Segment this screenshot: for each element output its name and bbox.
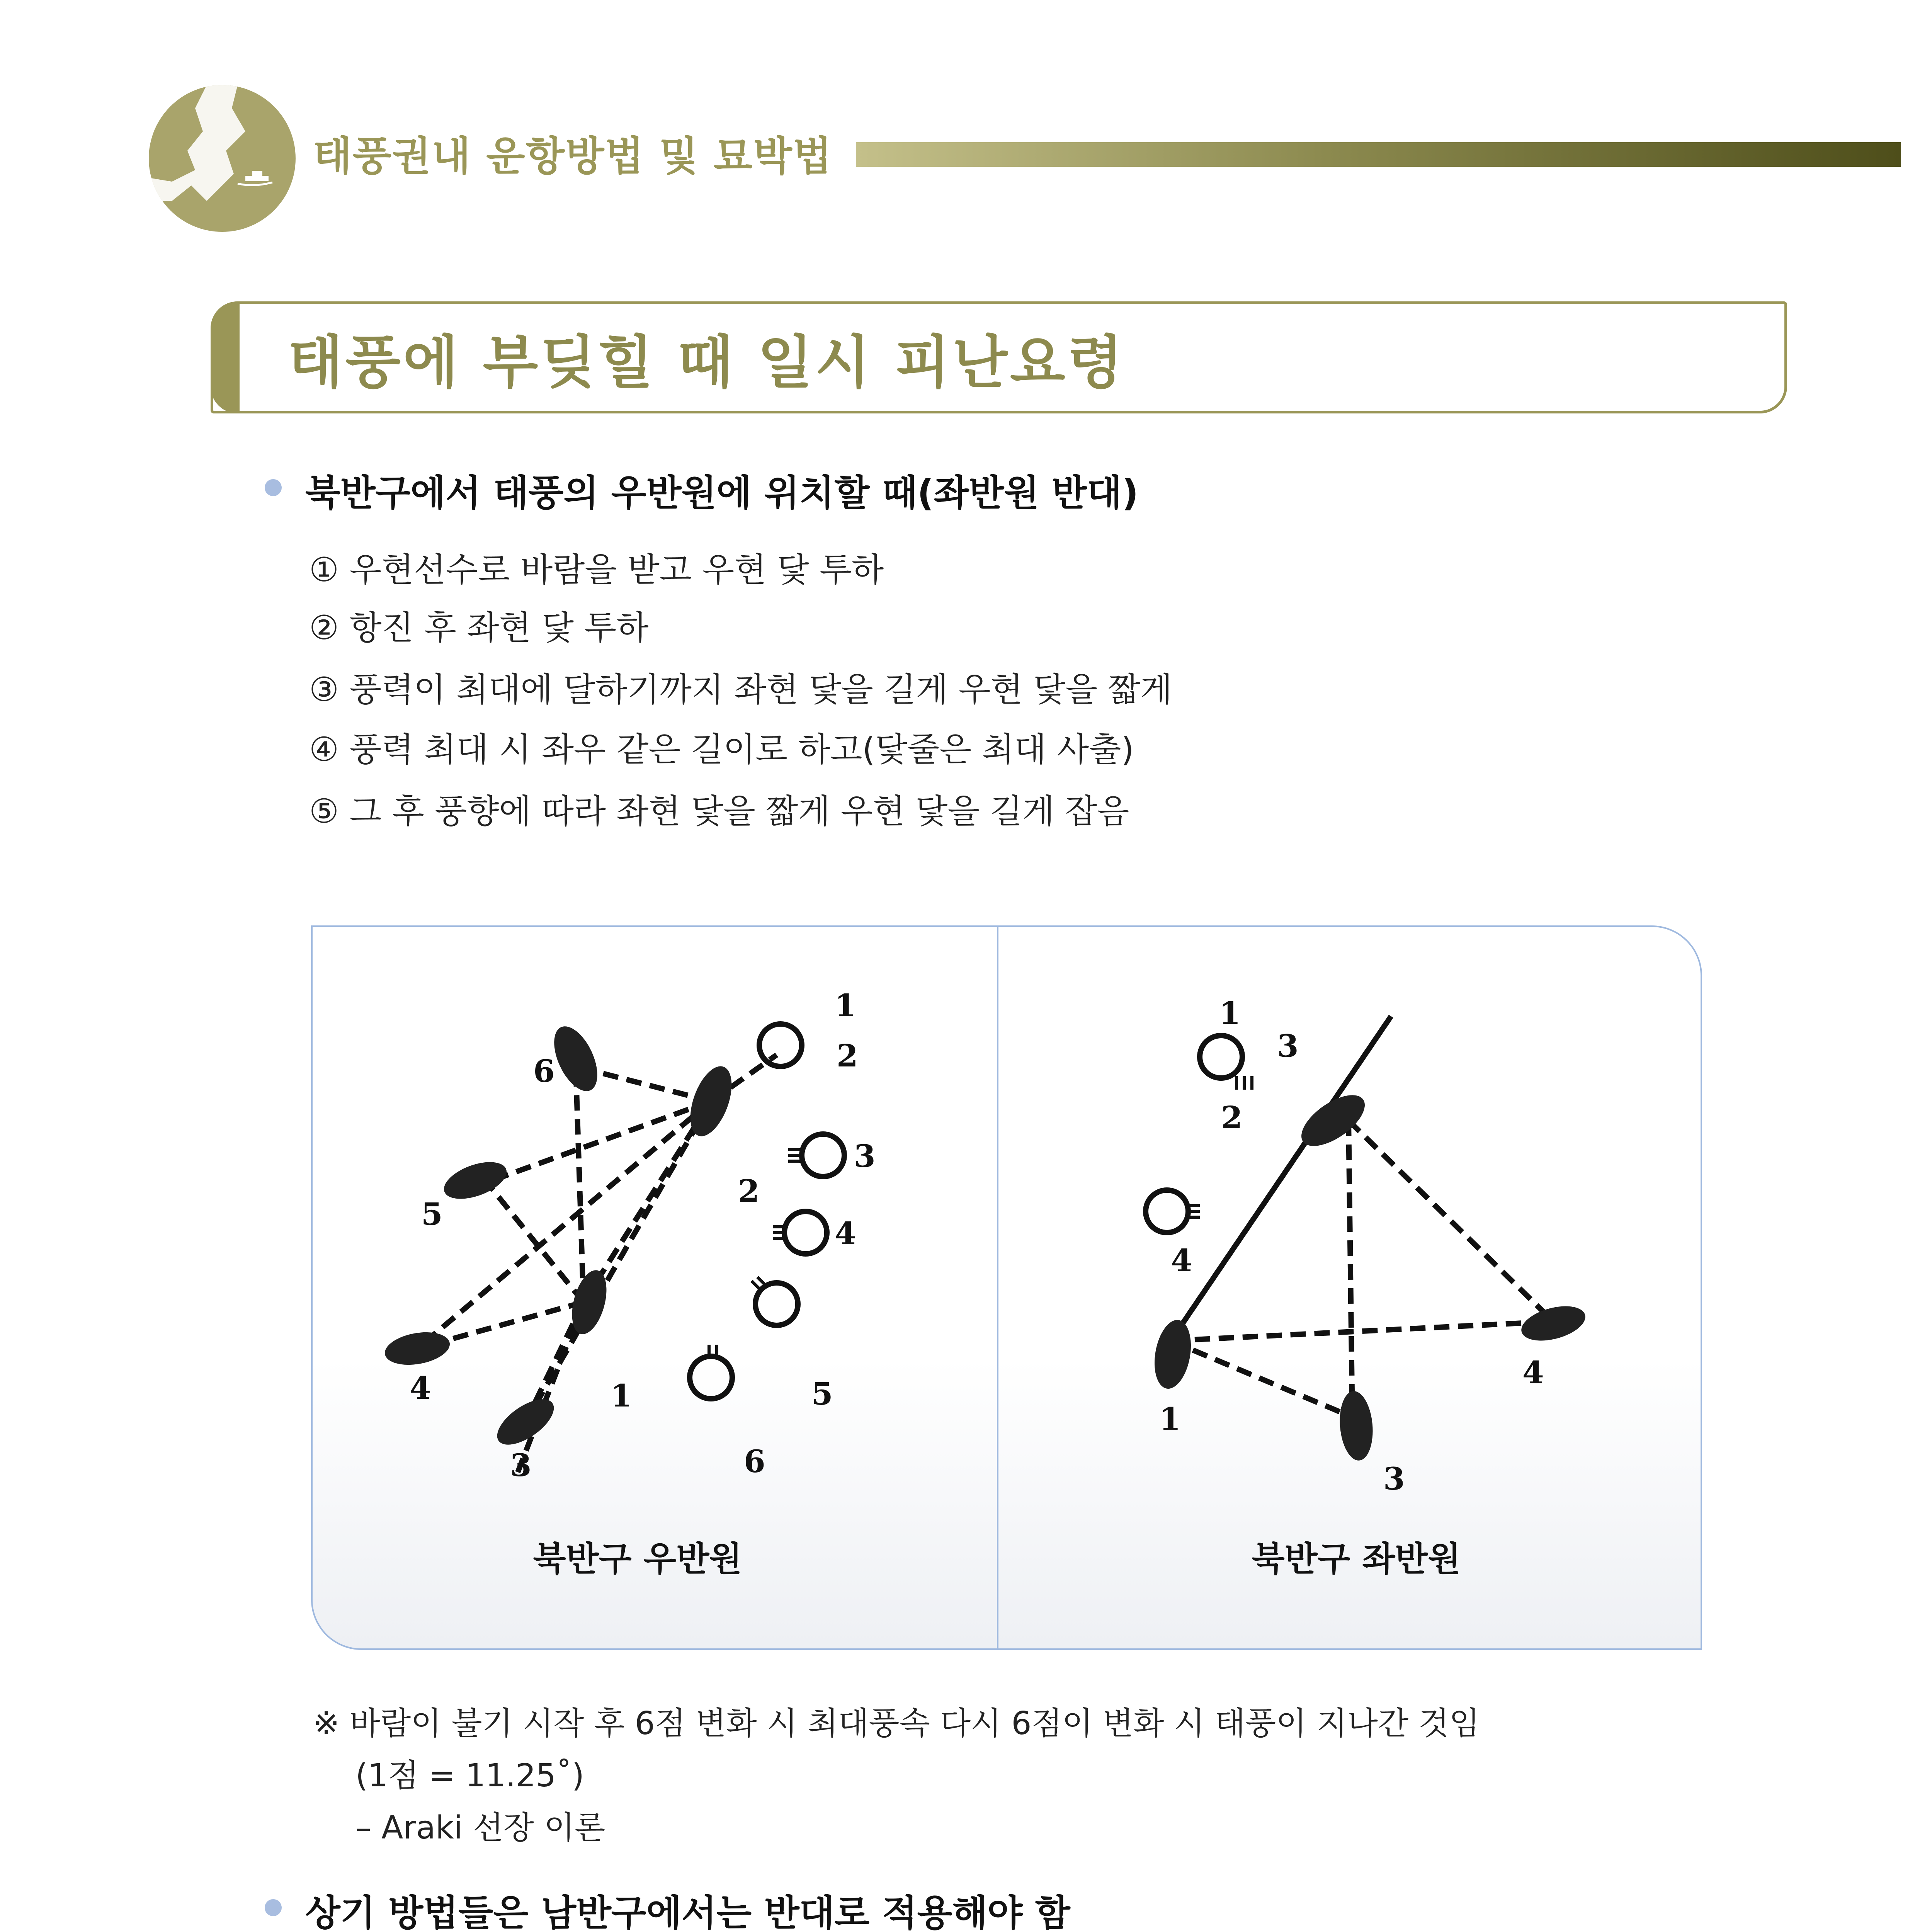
step-4: ④ 풍력 최대 시 좌우 같은 길이로 하고(닻줄은 최대 사출) [309,730,1134,769]
label-circle-5: 5 [811,1376,833,1412]
ship-4-marker [382,1328,452,1369]
label-circle-4: 4 [1171,1242,1192,1279]
heading-northern-right: 북반구에서 태풍의 우반원에 위치할 때(좌반원 반대) [305,472,1139,514]
label-ship-3: 3 [510,1447,532,1483]
label-circle-1: 1 [835,989,856,1024]
label-circle-1: 1 [1219,995,1241,1031]
label-circle-2: 2 [837,1037,858,1074]
label-circle-4: 4 [835,1215,856,1252]
caption-northern-right: 북반구 우반원 [533,1539,742,1579]
step-3: ③ 풍력이 최대에 달하기까지 좌현 닻을 길게 우현 닻을 짧게 [309,670,1172,709]
wind-circle-4 [1146,1190,1188,1233]
coastline-icon [149,85,296,232]
diagram-northern-right-semicircle [371,989,912,1511]
heading-southern-reverse: 상기 방법들은 남반구에서는 반대로 적용해야 함 [305,1892,1070,1932]
section-title-accent [211,301,240,413]
label-ship-6: 6 [533,1053,555,1089]
label-ship-2: 2 [738,1173,760,1209]
label-ship-4: 4 [410,1370,431,1406]
step-5: ⑤ 그 후 풍향에 따라 좌현 닻을 짧게 우현 닻을 길게 잡음 [309,792,1129,831]
note-line-1: ※ 바람이 불기 시작 후 6점 변화 시 최대풍속 다시 6점이 변화 시 태풍이 지나간 것임 [313,1705,1480,1742]
label-ship-5: 5 [421,1196,443,1232]
note-line-2: (1점 = 11.25˚) [355,1757,584,1794]
ship-3-marker [490,1390,561,1453]
wind-circle-5 [755,1283,798,1325]
wind-circle-1 [1200,1036,1242,1078]
header-title: 태풍권내 운항방법 및 묘박법 [313,133,833,180]
wind-circle-4 [784,1211,827,1254]
label-ship-3: 3 [1383,1461,1405,1497]
label-circle-6: 6 [744,1443,765,1480]
wind-circle-2 [759,1024,802,1066]
label-circle-3: 3 [854,1138,876,1174]
header-logo [149,85,296,232]
label-circle-3: 3 [1277,1028,1299,1064]
caption-northern-left: 북반구 좌반원 [1252,1539,1461,1579]
bullet-icon [265,1899,282,1916]
wind-circle-3 [802,1134,844,1177]
step-1: ① 우현선수로 바람을 받고 우현 닻 투하 [309,551,884,589]
diagram-northern-left-semicircle [1105,993,1646,1507]
step-2: ② 항진 후 좌현 닻 투하 [309,609,649,647]
bullet-icon [265,479,282,496]
note-line-3: – Araki 선장 이론 [355,1810,605,1846]
ship-1-marker [1150,1317,1196,1392]
diagram-divider [997,926,998,1649]
label-ship-1: 1 [1159,1401,1181,1437]
ship-4-marker [1518,1300,1589,1347]
label-ship-4: 4 [1522,1354,1544,1391]
ship-3-marker [1337,1390,1375,1462]
section-title: 태풍에 부딪힐 때 일시 피난요령 [288,329,1125,396]
label-circle-2: 2 [1221,1099,1243,1136]
wind-circle-6 [690,1356,732,1399]
label-ship-1: 1 [611,1378,632,1414]
header-bar [856,142,1901,167]
